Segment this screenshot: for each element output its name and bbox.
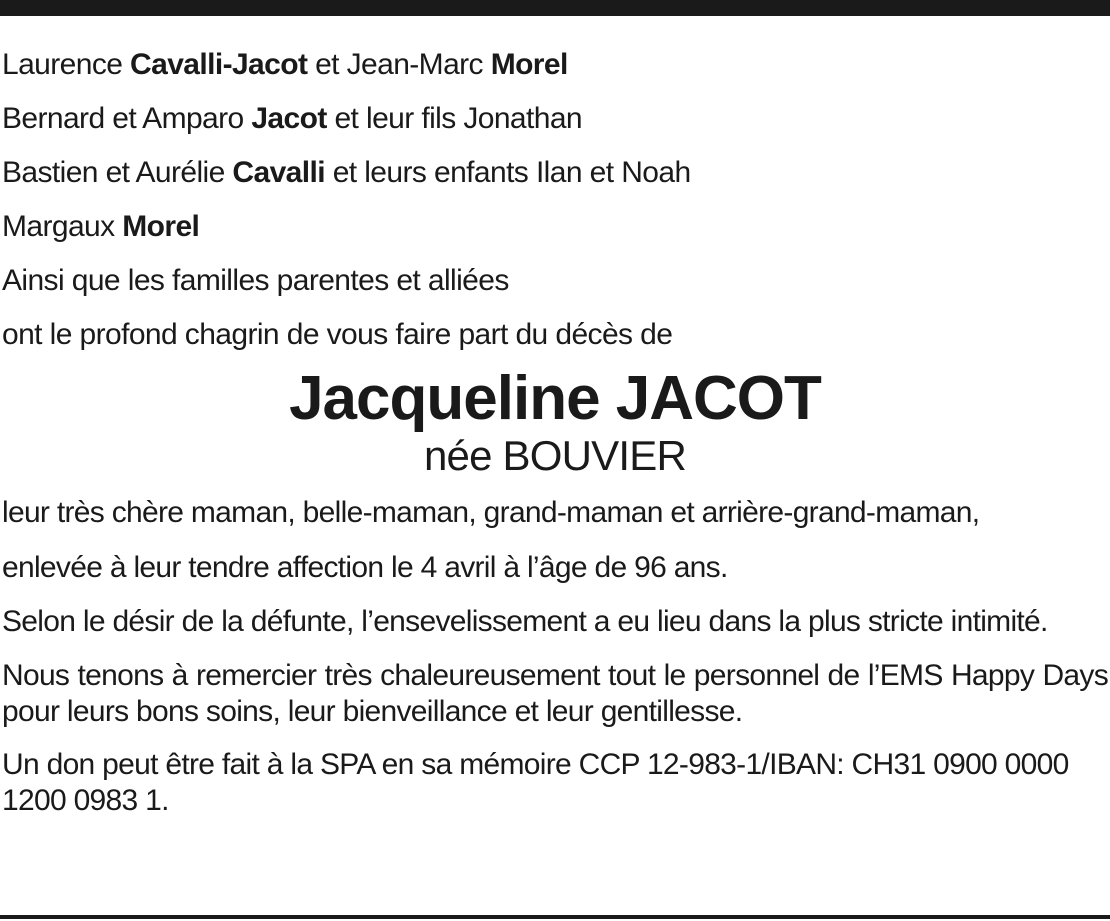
family-line-3 bbox=[2, 146, 1110, 200]
family-surname: Morel bbox=[490, 48, 568, 81]
family-surname: Jacot bbox=[251, 102, 327, 135]
family-line-text: et Jean-Marc bbox=[307, 48, 491, 81]
bottom-rule bbox=[0, 915, 1110, 919]
family-surname: Cavalli-Jacot bbox=[130, 48, 308, 81]
family-surname: Morel bbox=[122, 210, 200, 243]
relationship-paragraph: leur très chère maman, belle-maman, grand-maman et arrière-grand-maman, bbox=[2, 496, 980, 529]
family-line-text: et leurs enfants Ilan et Noah bbox=[324, 156, 691, 189]
family-line-text: Bernard et Amparo bbox=[2, 102, 252, 135]
family-line-text: Laurence bbox=[2, 48, 131, 81]
family-line-6 bbox=[2, 308, 1110, 362]
family-line-1 bbox=[2, 38, 1110, 92]
family-surname: Cavalli bbox=[232, 156, 325, 189]
family-line-text: et leur fils Jonathan bbox=[326, 102, 583, 135]
family-line-text: Bastien et Aurélie bbox=[2, 156, 233, 189]
deceased-maiden-name: née BOUVIER bbox=[424, 432, 686, 479]
family-line-5 bbox=[2, 254, 1110, 308]
family-line-2 bbox=[2, 92, 1110, 146]
top-rule bbox=[0, 0, 1110, 16]
passing-paragraph: enlevée à leur tendre affection le 4 avril à l’âge de 96 ans. bbox=[2, 551, 728, 584]
family-line-4 bbox=[2, 200, 1110, 254]
burial-paragraph: Selon le désir de la défunte, l’ensevelissement a eu lieu dans la plus stricte intimité. bbox=[2, 605, 1048, 638]
donation-paragraph: Un don peut être fait à la SPA en sa mémoire CCP 12-983-1/IBAN: CH31 0900 0000 1200 0983 1. bbox=[2, 748, 1069, 817]
family-line-text: Margaux bbox=[2, 210, 123, 243]
deceased-block bbox=[0, 366, 1110, 480]
announcement-line: ont le profond chagrin de vous faire part du décès de bbox=[2, 318, 673, 351]
obituary-notice bbox=[0, 38, 1110, 819]
deceased-name: Jacqueline JACOT bbox=[289, 364, 821, 433]
thanks-paragraph: Nous tenons à remercier très chaleureusement tout le personnel de l’EMS Happy Days pour leurs bons soins, leur bienveillance et leur gentillesse. bbox=[2, 659, 1108, 728]
family-line-text: Ainsi que les familles parentes et alliées bbox=[2, 264, 509, 297]
